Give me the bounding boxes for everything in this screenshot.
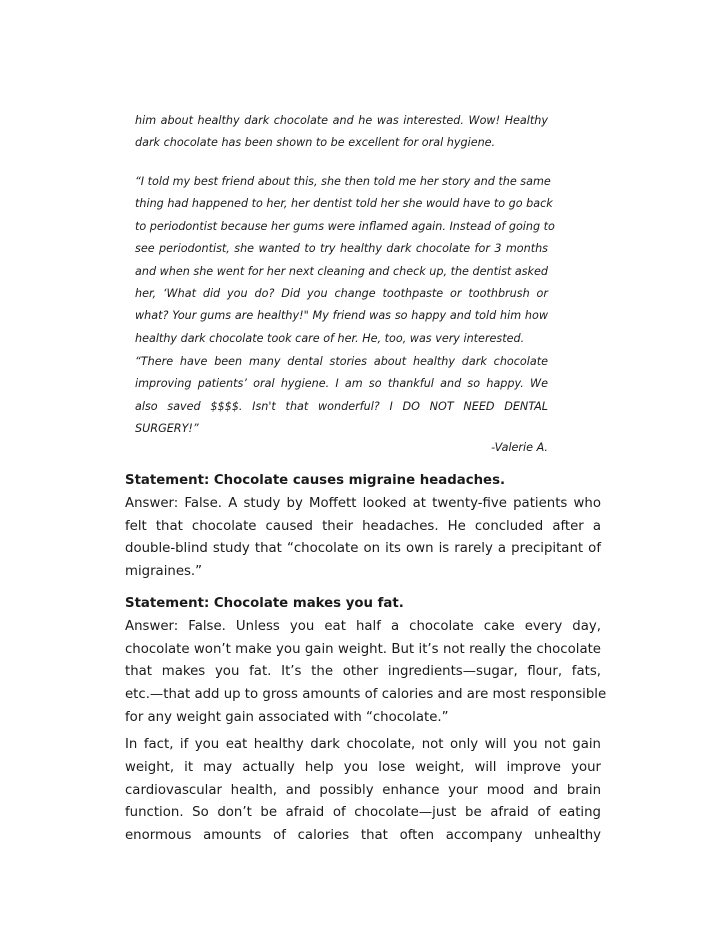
paragraph-line: weight, it may actually help you lose weight, will improve your bbox=[125, 759, 601, 775]
section-heading: Statement: Chocolate makes you fat. bbox=[125, 596, 404, 611]
paragraph-line: Answer: False. Unless you eat half a chocolate cake every day, bbox=[125, 618, 601, 634]
paragraph-line: etc.—that add up to gross amounts of calories and are most responsible bbox=[125, 687, 607, 703]
paragraph-line: function. So don’t be afraid of chocolate—just be afraid of eating bbox=[125, 805, 601, 821]
quote-line: her, ‘What did you do? Did you change toothpaste or toothbrush or bbox=[135, 286, 548, 300]
testimonial-quote-1 bbox=[135, 110, 548, 155]
quote-line: what? Your gums are healthy!" My friend was so happy and told him how bbox=[135, 309, 548, 323]
quote-line: also saved $$$$. Isn't that wonderful? I DO NOT NEED DENTAL bbox=[135, 399, 548, 413]
paragraph-line: chocolate won’t make you gain weight. But it’s not really the chocolate bbox=[125, 641, 601, 657]
testimonial-quote-3 bbox=[135, 351, 548, 459]
paragraph-line: that makes you fat. It’s the other ingredients—sugar, flour, fats, bbox=[125, 664, 601, 680]
paragraph-line: double-blind study that “chocolate on its own is rarely a precipitant of bbox=[125, 541, 601, 557]
paragraph-line: enormous amounts of calories that often accompany unhealthy bbox=[125, 828, 601, 844]
quote-line: and when she went for her next cleaning and check up, the dentist asked bbox=[135, 264, 548, 278]
quote-line: thing had happened to her, her dentist told her she would have to go back bbox=[135, 197, 553, 211]
paragraph-line: migraines.” bbox=[125, 564, 203, 580]
section-migraine bbox=[125, 470, 601, 584]
quote-line: SURGERY!” bbox=[135, 422, 199, 436]
quote-line: “I told my best friend about this, she then told me her story and the same bbox=[135, 175, 551, 188]
quote-line: healthy dark chocolate took care of her. He, too, was very interested. bbox=[135, 331, 525, 345]
quote-line: him about healthy dark chocolate and he was interested. Wow! Healthy bbox=[135, 114, 548, 127]
quote-line: dark chocolate has been shown to be excellent for oral hygiene. bbox=[135, 136, 496, 150]
paragraph-healthy-dark-chocolate bbox=[125, 734, 601, 848]
paragraph-line: In fact, if you eat healthy dark chocolate, not only will you not gain bbox=[125, 737, 601, 752]
paragraph-line: cardiovascular health, and possibly enhance your mood and brain bbox=[125, 782, 601, 798]
testimonial-quote-2 bbox=[135, 171, 555, 350]
quote-line: “There have been many dental stories about healthy dark chocolate bbox=[135, 355, 548, 368]
quote-line: to periodontist because her gums were inflamed again. Instead of going to bbox=[135, 219, 555, 233]
quote-line: see periodontist, she wanted to try healthy dark chocolate for 3 months bbox=[135, 242, 548, 256]
section-heading: Statement: Chocolate causes migraine headaches. bbox=[125, 473, 506, 488]
section-fat bbox=[125, 593, 607, 730]
paragraph-line: Answer: False. A study by Moffett looked at twenty-five patients who bbox=[125, 495, 601, 511]
testimonial-signature: -Valerie A. bbox=[491, 440, 548, 454]
paragraph-line: felt that chocolate caused their headaches. He concluded after a bbox=[125, 518, 601, 534]
quote-line: improving patients’ oral hygiene. I am so thankful and so happy. We bbox=[135, 377, 548, 391]
paragraph-line: for any weight gain associated with “chocolate.” bbox=[125, 709, 449, 725]
